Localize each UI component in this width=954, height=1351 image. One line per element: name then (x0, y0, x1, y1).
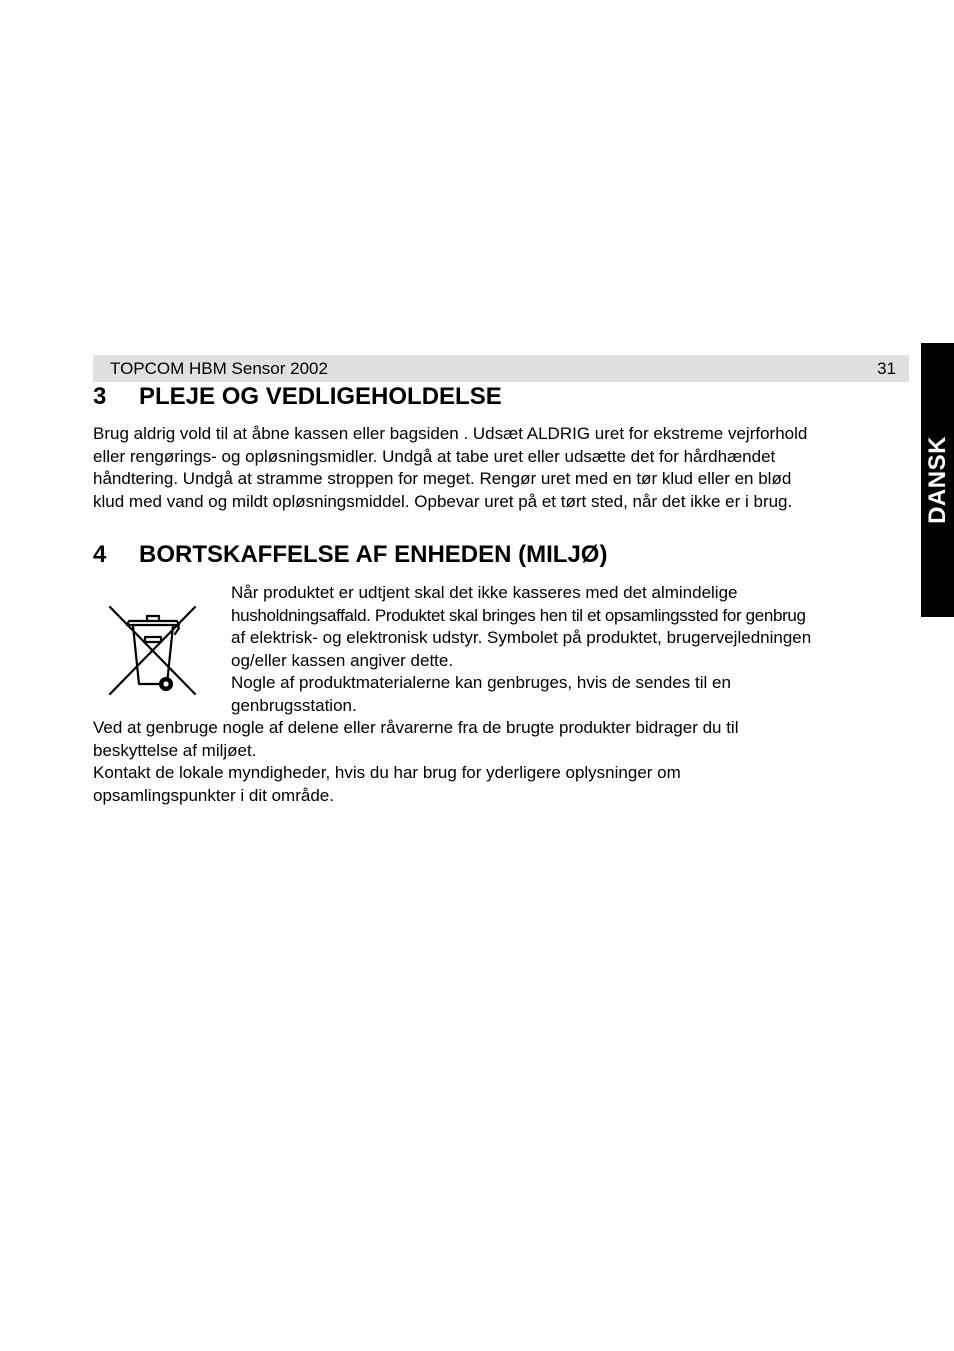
text-line: klud med vand og mildt opløsningsmiddel. Opbevar uret på et tørt sted, når det ikke er i brug. (93, 491, 793, 511)
text-line: husholdningsaffald. Produktet skal bringes hen til et opsamlingssted for genbrug (231, 605, 806, 625)
text-line: genbrugsstation. (231, 695, 357, 715)
section-heading-3 (93, 383, 502, 411)
text-line: opsamlingspunkter i dit område. (93, 785, 334, 805)
section-number: 3 (93, 383, 107, 410)
care-paragraph (93, 423, 913, 513)
disposal-paragraph (93, 717, 913, 807)
disposal-paragraph-indented (231, 582, 915, 718)
text-line: Når produktet er udtjent skal det ikke kasseres med det almindelige (231, 583, 738, 602)
header-title: TOPCOM HBM Sensor 2002 (110, 359, 328, 378)
crossed-out-wheelie-bin-icon (107, 604, 199, 698)
section-title: BORTSKAFFELSE AF ENHEDEN (MILJØ) (139, 541, 608, 568)
text-line: Nogle af produktmaterialerne kan genbruges, hvis de sendes til en (231, 673, 731, 693)
page-header (93, 355, 909, 382)
section-heading-4 (93, 541, 607, 569)
text-line: Brug aldrig vold til at åbne kassen eller bagsiden . Udsæt ALDRIG uret for ekstreme vejrforhold (93, 424, 808, 443)
text-line: af elektrisk- og elektronisk udstyr. Symbolet på produktet, brugervejledningen (231, 628, 812, 648)
section-number: 4 (93, 541, 107, 568)
text-line: eller rengørings- og opløsningsmidler. Undgå at tabe uret eller udsætte det for hårdhændet (93, 446, 776, 466)
text-line: beskyttelse af miljøet. (93, 740, 257, 760)
section-title: PLEJE OG VEDLIGEHOLDELSE (139, 383, 502, 410)
text-line: og/eller kassen angiver dette. (231, 650, 454, 670)
language-tab (921, 343, 954, 617)
text-line: Kontakt de lokale myndigheder, hvis du har brug for yderligere oplysninger om (93, 763, 681, 783)
text-line: Ved at genbruge nogle af delene eller råvarerne fra de brugte produkter bidrager du til (93, 718, 739, 737)
language-tab-label: DANSK (923, 436, 951, 524)
text-line: håndtering. Undgå at stramme stroppen for meget. Rengør uret med en tør klud eller en blød (93, 469, 792, 489)
page-number: 31 (877, 359, 896, 378)
